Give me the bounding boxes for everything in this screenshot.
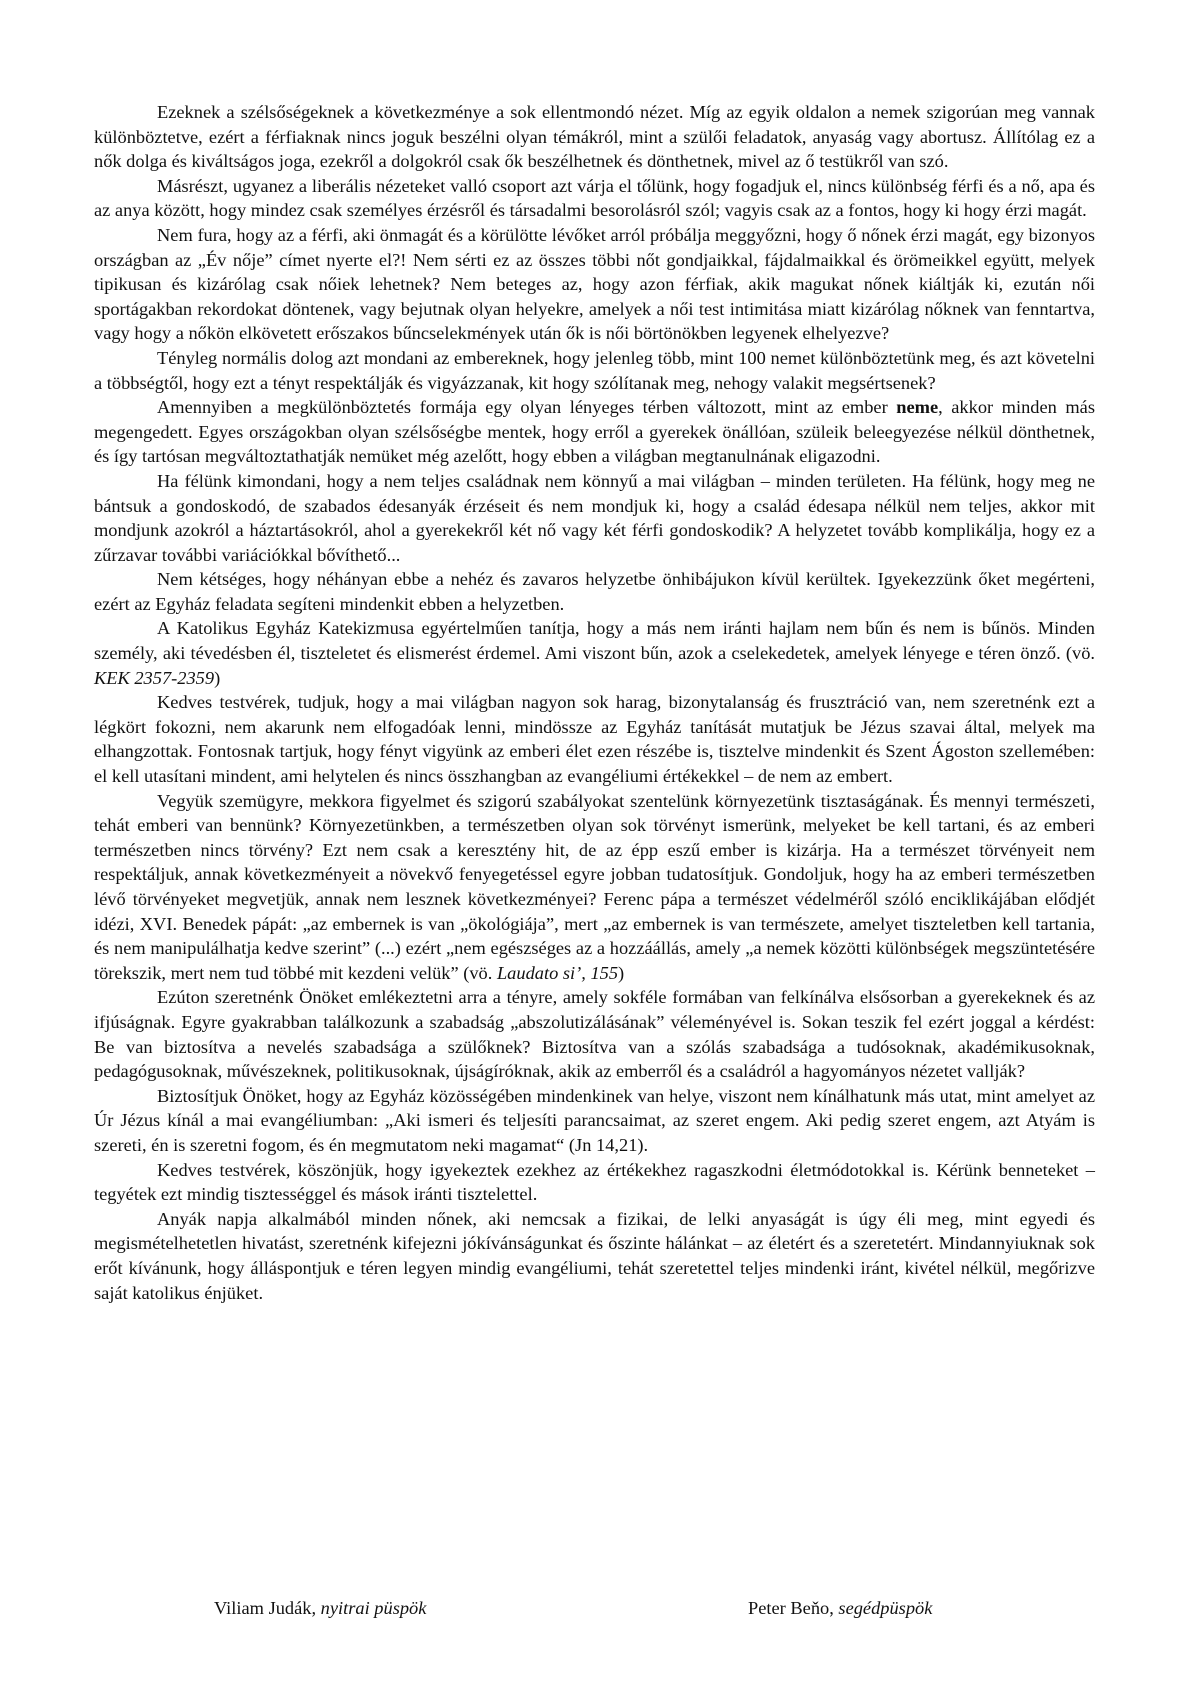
paragraph (94, 100, 1095, 174)
paragraph (94, 616, 1095, 690)
paragraph (94, 690, 1095, 788)
text-run: Biztosítjuk Önöket, hogy az Egyház közösségében mindenkinek van helye, viszont nem kínálhatunk más utat, mint amelyet az Úr Jézus kínál a mai evangéliumban: „Aki ismeri és teljesíti parancsaimat, az szeret engem. Aki pedig szeret engem, azt Atyám is szereti, én is szeretni fogom, és én megmutatom neki magamat“ (Jn 14,21). (94, 1085, 1095, 1155)
letter-body (94, 100, 1095, 1305)
text-run: Nem fura, hogy az a férfi, aki önmagát és a körülötte lévőket arról próbálja meggyőzni, hogy ő nőnek érzi magát, egy bizonyos országban az „Év nője” címet nyerte el?! Nem sérti ez az összes többi nőt gondjaikkal, fájdalmaikkal és örömeikkel együtt, melyek tipikusan és kizárólag csak nőiek lehetnek? Nem beteges az, hogy azon férfiak, akik magukat nőnek kiáltják ki, ezután női sportágakban rekordokat döntenek, vagy bejutnak olyan helyekre, amelyek a női test intimitása miatt kizárólag nőknek van fenntartva, vagy hogy a nőkön elkövetett erőszakos bűncselekmények után ők is női börtönökben legyenek elhelyezve? (94, 224, 1095, 344)
citation-text: KEK 2357-2359 (94, 667, 215, 688)
paragraph (94, 985, 1095, 1083)
paragraph (94, 1084, 1095, 1158)
paragraph (94, 346, 1095, 395)
bold-text: neme (896, 397, 939, 418)
text-run: Ezúton szeretnénk Önöket emlékeztetni arra a tényre, amely sokféle formában van felkínálva elsősorban a gyerekeknek és az ifjúságnak. Egyre gyakrabban találkozunk a szabadság „abszolutizálásának” véleményével is. Sokan teszik fel ezért joggal a kérdést: Be van biztosítva a nevelés szabadsága a szülőknek? Biztosítva van a szólás szabadsága a tudósoknak, akadémikusoknak, pedagógusoknak, művészeknek, politikusoknak, újságíróknak, akik az emberről és a családról a hagyományos nézetet vallják? (94, 987, 1095, 1082)
signature-left (214, 1598, 426, 1619)
paragraph (94, 567, 1095, 616)
signer-name: Peter Beňo, (748, 1598, 839, 1618)
paragraph (94, 395, 1095, 469)
text-run: Nem kétséges, hogy néhányan ebbe a nehéz és zavaros helyzetbe önhibájukon kívül kerültek. Igyekezzünk őket megérteni, ezért az Egyház feladata segíteni mindenkit ebben a helyzetben. (94, 569, 1095, 614)
paragraph (94, 469, 1095, 567)
text-run: , akkor minden más megengedett. Egyes országokban olyan szélsőségbe mentek, hogy erről a gyerekek önállóan, szüleik beleegyezése nélkül dönthetnek, és így tartósan megváltoztathatják nemüket még azelőtt, hogy ebben a világban megtanulnának eligazodni. (94, 397, 1095, 467)
text-run: Kedves testvérek, tudjuk, hogy a mai világban nagyon sok harag, bizonytalanság és frusztráció van, nem szeretnénk ezt a légkört fokozni, nem akarunk nem elfogadóak lenni, mindössze az Egyház tanítását mutatjuk be Jézus szavai által, melyek ma elhangzottak. Fontosnak tartjuk, hogy fényt vigyünk az emberi élet ezen részébe is, tisztelve mindenkit és Szent Ágoston szellemében: el kell utasítani mindent, ami helytelen és nincs összhangban az evangéliumi értékekkel – de nem az embert. (94, 692, 1095, 787)
text-run: Másrészt, ugyanez a liberális nézeteket valló csoport azt várja el tőlünk, hogy fogadjuk el, nincs különbség férfi és a nő, apa és az anya között, hogy mindez csak személyes érzésről és társadalmi besorolásról szól; vagyis csak az a fontos, hogy ki hogy érzi magát. (94, 175, 1095, 221)
paragraph (94, 789, 1095, 986)
signer-role: nyitrai püspök (320, 1598, 427, 1618)
paragraph (94, 1207, 1095, 1305)
text-run: A Katolikus Egyház Katekizmusa egyértelműen tanítja, hogy a más nem iránti hajlam nem bűn és nem is bűnös. Minden személy, aki tévedésben él, tiszteletet és elismerést érdemel. Ami viszont bűn, azok a cselekedetek, amelyek lényege e téren önző. (vö. (94, 618, 1095, 664)
text-run: Ha félünk kimondani, hogy a nem teljes családnak nem könnyű a mai világban – minden területen. Ha félünk, hogy meg ne bántsuk a gondoskodó, de szabados édesanyák érzéseit és nem mondjuk ki, hogy a család édesapa nélkül nem teljes, akkor mit mondjunk azokról a háztartásokról, ahol a gyerekekről két nő vagy két férfi gondoskodik? A helyzetet tovább komplikálja, hogy ez a zűrzavar további variációkkal bővíthető... (94, 470, 1095, 565)
signature-right (748, 1598, 932, 1619)
text-run: Ezeknek a szélsőségeknek a következménye a sok ellentmondó nézet. Míg az egyik oldalon a nemek szigorúan meg vannak különböztetve, ezért a férfiaknak nincs joguk beszélni olyan témákról, mint a szülői feladatok, anyaság vagy abortusz. Állítólag ez a nők dolga és kiváltságos joga, ezekről a dolgokról csak ők beszélhetnek és dönthetnek, mivel az ő testükről van szó. (94, 102, 1095, 172)
paragraph (94, 174, 1095, 223)
paragraph (94, 1158, 1095, 1207)
text-run: ) (618, 962, 625, 983)
text-run: ) (214, 667, 221, 688)
text-run: Vegyük szemügyre, mekkora figyelmet és szigorú szabályokat szentelünk környezetünk tisztaságának. És mennyi természeti, tehát emberi van bennünk? Környezetünkben, a természetben olyan sok törvényt ismerünk, melyeket be kell tartani, és az emberi természetben nincs törvény? Ezt nem csak a keresztény hit, de az épp eszű ember is kizárja. Ha a természet törvényeit nem respektáljuk, annak következményeit a növekvő fenyegetéssel egyre jobban tudatosítjuk. Gondoljuk, hogy ha az emberi természetben lévő törvényeket megvetjük, annak nem lesznek következményei? Ferenc pápa a természet védelméről szóló enciklikájában elődjét idézi, XVI. Benedek pápát: „az embernek is van „ökológiája”, mert „az embernek is van természete, amelyet tiszteletben kell tartania, és nem manipulálhatja kedve szerint” (...) ezért „nem egészséges az a hozzáállás, amely „a nemek közötti különbségek megszüntetésére törekszik, mert nem tud többé mit kezdeni velük” (vö. (94, 790, 1095, 983)
paragraph (94, 223, 1095, 346)
citation-text: Laudato si’, 155 (496, 962, 619, 983)
text-run: Tényleg normális dolog azt mondani az embereknek, hogy jelenleg több, mint 100 nemet különböztetünk meg, és azt követelni a többségtől, hogy ezt a tényt respektálják és vigyázzanak, kit hogy szólítanak meg, nehogy valakit megsértsenek? (94, 347, 1095, 393)
text-run: Anyák napja alkalmából minden nőnek, aki nemcsak a fizikai, de lelki anyaságát is úgy éli meg, mint egyedi és megismételhetetlen hivatást, szeretnénk kifejezni jókívánságunkat és őszinte hálánkat – az életért és a szeretetért. Mindannyiuknak sok erőt kívánunk, hogy álláspontjuk e téren legyen mindig evangéliumi, tehát szeretettel teljes mindenki iránt, kivétel nélkül, megőrizve saját katolikus énjüket. (94, 1208, 1095, 1303)
signer-role: segédpüspök (838, 1598, 933, 1618)
text-run: Kedves testvérek, köszönjük, hogy igyekeztek ezekhez az értékekhez ragaszkodni életmódotokkal is. Kérünk benneteket – tegyétek ezt mindig tisztességgel és mások iránti tisztelettel. (94, 1159, 1095, 1205)
signer-name: Viliam Judák, (214, 1598, 321, 1618)
text-run: Amennyiben a megkülönböztetés formája egy olyan lényeges térben változott, mint az ember (157, 397, 897, 418)
